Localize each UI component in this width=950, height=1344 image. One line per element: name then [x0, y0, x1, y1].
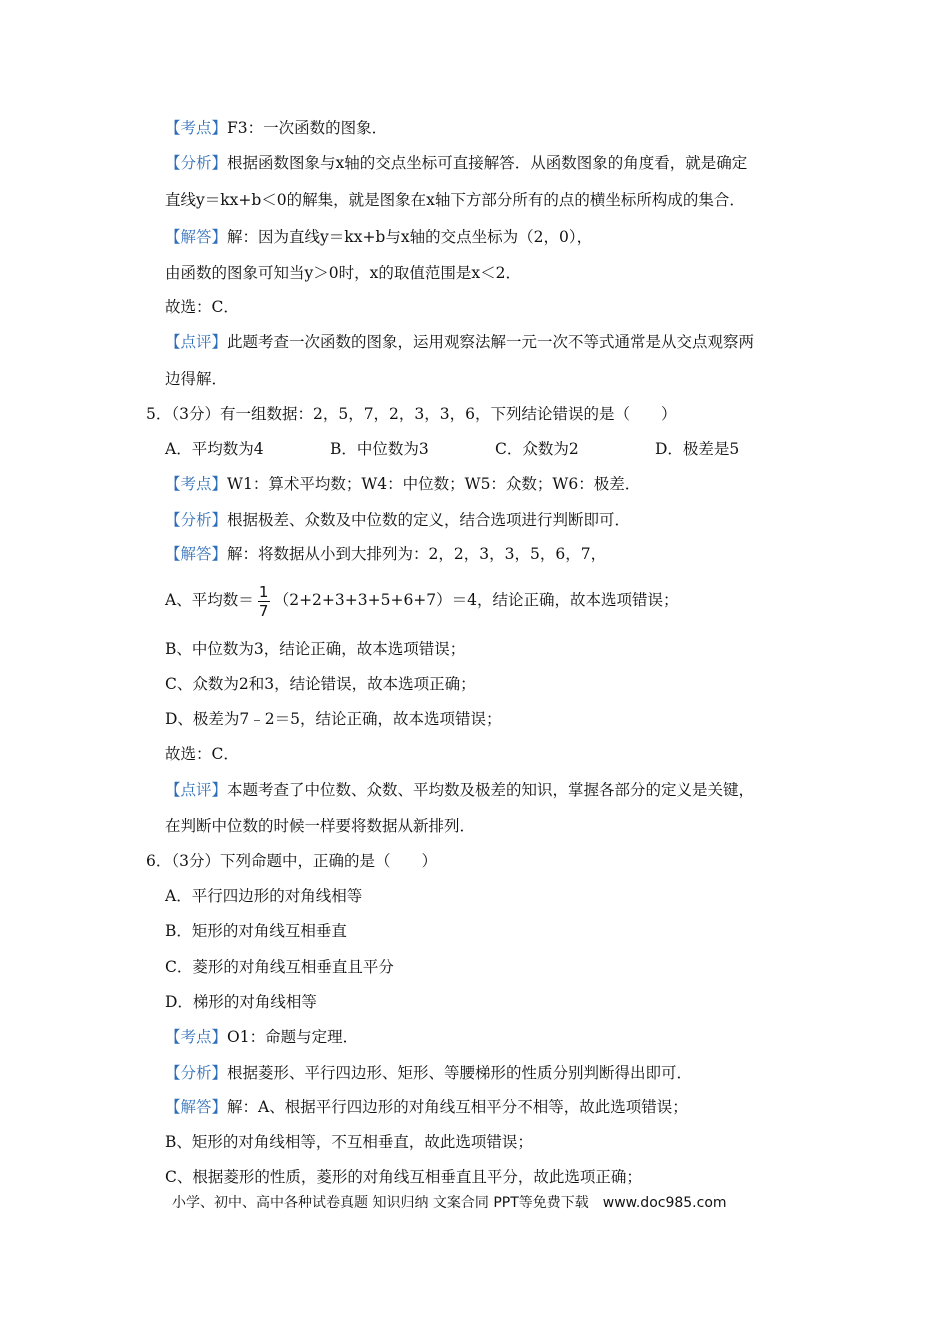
q4-jieda-line1: 【解答】解：因为直线y＝kx+b与x轴的交点坐标为（2，0），: [165, 228, 593, 246]
q6-jieda-text-1: 解：A、根据平行四边形的对角线互相平分不相等，故此选项错误；: [227, 1098, 688, 1116]
q5-option-a: A．平均数为4: [165, 440, 264, 458]
q5-dianping-line2: 在判断中位数的时候一样要将数据从新排列．: [165, 817, 476, 835]
q5-jieda-line1: 【解答】解：将数据从小到大排列为：2，2，3，3，5，6，7，: [165, 545, 607, 563]
one-seventh-fraction: [258, 583, 270, 620]
q5-option-c: C．众数为2: [495, 440, 579, 458]
q4-dianping-line1: 【点评】此题考查一次函数的图象，运用观察法解一元一次不等式通常是从交点观察两: [165, 333, 755, 351]
page-footer: 小学、初中、高中各种试卷真题 知识归纳 文案合同 PPT等免费下载 www.doc985.com: [172, 1195, 727, 1211]
q5-option-b-analysis: B、中位数为3，结论正确，故本选项错误；: [165, 640, 466, 658]
q5-option-d-analysis: D、极差为7﹣2＝5，结论正确，故本选项错误；: [165, 710, 502, 728]
q5-option-d: D．极差是5: [655, 440, 740, 458]
q6-option-c: C．菱形的对角线互相垂直且平分: [165, 958, 394, 976]
q5-option-a-analysis: [165, 580, 679, 620]
fraction-denominator: 7: [258, 601, 269, 620]
q5-kaodian-text: W1：算术平均数；W4：中位数；W5：众数；W6：极差．: [227, 475, 641, 493]
q6-fenxi-text: 根据菱形、平行四边形、矩形、等腰梯形的性质分别判断得出即可．: [227, 1064, 693, 1082]
q5-option-b: B．中位数为3: [330, 440, 429, 458]
fenxi-tag: 分析: [180, 1064, 212, 1082]
q4-dianping-text-1: 此题考查一次函数的图象，运用观察法解一元一次不等式通常是从交点观察两: [227, 333, 755, 351]
q4-dianping-line2: 边得解．: [165, 370, 228, 388]
q5-fenxi: 【分析】根据极差、众数及中位数的定义，结合选项进行判断即可．: [165, 511, 631, 529]
q6-question: 6．（3分）下列命题中，正确的是（ ）: [146, 852, 437, 870]
q5-kaodian: 【考点】W1：算术平均数；W4：中位数；W5：众数；W6：极差．: [165, 475, 641, 493]
kaodian-tag: 考点: [180, 1028, 212, 1046]
q5-dianping-text-1: 本题考查了中位数、众数、平均数及极差的知识，掌握各部分的定义是关键，: [227, 781, 755, 799]
q5-jieda-text-1: 解：将数据从小到大排列为：2，2，3，3，5，6，7，: [227, 545, 607, 563]
q4-fenxi-text-1: 根据函数图象与x轴的交点坐标可直接解答．从函数图象的角度看，就是确定: [227, 154, 748, 172]
q4-kaodian-text: F3：一次函数的图象．: [227, 119, 388, 137]
q6-kaodian: 【考点】O1：命题与定理．: [165, 1028, 359, 1046]
q4-fenxi-line2: 直线y＝kx+b＜0的解集，就是图象在x轴下方部分所有的点的横坐标所构成的集合．: [165, 191, 745, 209]
q6-jieda-line1: 【解答】解：A、根据平行四边形的对角线互相平分不相等，故此选项错误；: [165, 1098, 688, 1116]
q5-fenxi-text: 根据极差、众数及中位数的定义，结合选项进行判断即可．: [227, 511, 631, 529]
q6-option-a: A．平行四边形的对角线相等: [165, 887, 363, 905]
jieda-tag: 解答: [180, 1098, 212, 1116]
fenxi-tag: 分析: [180, 154, 212, 172]
q5-question: 5．（3分）有一组数据：2，5，7，2，3，3，6，下列结论错误的是（ ）: [146, 405, 677, 423]
fraction-numerator: 1: [258, 582, 269, 601]
q6-option-b-analysis: B、矩形的对角线相等，不互相垂直，故此选项错误；: [165, 1133, 533, 1151]
q6-kaodian-text: O1：命题与定理．: [227, 1028, 359, 1046]
q6-option-b: B．矩形的对角线互相垂直: [165, 922, 347, 940]
q4-fenxi-line1: 【分析】根据函数图象与x轴的交点坐标可直接解答．从函数图象的角度看，就是确定: [165, 154, 748, 172]
q4-jieda-line2: 由函数的图象可知当y＞0时，x的取值范围是x＜2．: [165, 264, 521, 282]
q5-a-suffix: （2+2+3+3+5+6+7）＝4，结论正确，故本选项错误；: [273, 591, 679, 609]
dianping-tag: 点评: [180, 333, 212, 351]
q4-choice: 故选：C．: [165, 298, 239, 316]
q5-choice: 故选：C．: [165, 745, 239, 763]
kaodian-tag: 考点: [180, 119, 212, 137]
fenxi-tag: 分析: [180, 511, 212, 529]
jieda-tag: 解答: [180, 545, 212, 563]
q5-a-prefix: A、平均数＝: [165, 591, 254, 609]
q4-jieda-text-1: 解：因为直线y＝kx+b与x轴的交点坐标为（2，0），: [227, 228, 593, 246]
q6-option-d: D．梯形的对角线相等: [165, 993, 317, 1011]
kaodian-tag: 考点: [180, 475, 212, 493]
q5-option-c-analysis: C、众数为2和3，结论错误，故本选项正确；: [165, 675, 476, 693]
jieda-tag: 解答: [180, 228, 212, 246]
q5-dianping-line1: 【点评】本题考查了中位数、众数、平均数及极差的知识，掌握各部分的定义是关键，: [165, 781, 755, 799]
q4-kaodian: 【考点】F3：一次函数的图象．: [165, 119, 388, 137]
q6-option-c-analysis: C、根据菱形的性质，菱形的对角线互相垂直且平分，故此选项正确；: [165, 1168, 642, 1186]
dianping-tag: 点评: [180, 781, 212, 799]
q6-fenxi: 【分析】根据菱形、平行四边形、矩形、等腰梯形的性质分别判断得出即可．: [165, 1064, 693, 1082]
